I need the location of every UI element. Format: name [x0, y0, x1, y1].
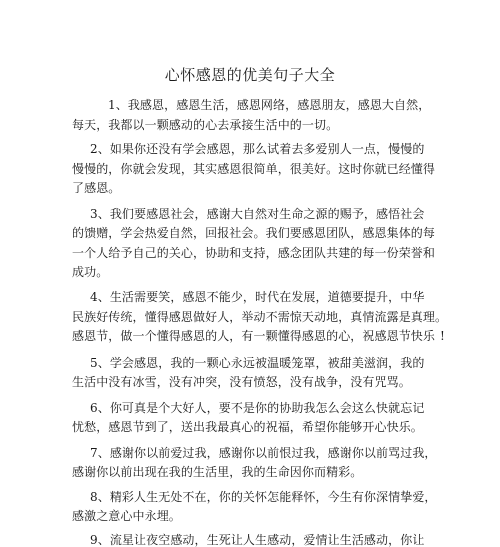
paragraph-line: 9、流星让夜空感动，生死让人生感动，爱情让生活感动，你让 [90, 533, 425, 547]
paragraph-line: 3、我们要感恩社会，感谢大自然对生命之源的赐予，感悟社会 [90, 207, 425, 221]
paragraph-line: 7、感谢你以前爱过我，感谢你以前恨过我，感谢你以前骂过我， [90, 446, 437, 460]
paragraph-line: 的馈赠，学会热爱自然，回报社会。我们要感恩团队，感恩集体的每 [72, 226, 436, 240]
paragraph-line: 民族好传统，懂得感恩做好人，举动不需惊天动地，真情流露是真理。 [72, 310, 448, 324]
paragraph-line: 感恩节，做一个懂得感恩的人，有一颗懂得感恩的心，祝感恩节快乐 [72, 329, 436, 343]
paragraph-line: 1、我感恩，感恩生活，感恩网络，感恩朋友，感恩大自然， [108, 98, 431, 112]
trailing-mark: ! [440, 329, 445, 343]
paragraph-line: 2、如果你还没有学会感恩，那么试着去多爱别人一点，慢慢的 [90, 142, 425, 156]
paragraph-line: 6、你可真是个大好人，要不是你的协助我怎么会这么快就忘记 [90, 401, 425, 415]
document-title: 心怀感恩的优美句子大全 [164, 66, 336, 84]
paragraph-line: 一个人给予自己的关心，协助和支持，感念团队共建的每一份荣誉和 [72, 246, 436, 260]
paragraph-line: 生活中没有冰雪，没有冲突，没有愤怒，没有战争，没有咒骂。 [72, 375, 411, 389]
paragraph-line: 每天，我都以一颗感动的心去承接生活中的一切。 [72, 118, 339, 132]
paragraph-line: 成功。 [72, 265, 109, 279]
paragraph-line: 8、精彩人生无处不在，你的关怀怎能释怀，今生有你深情挚爱， [90, 490, 437, 504]
paragraph-line: 4、生活需要笑，感恩不能少，时代在发展，道德要提升，中华 [90, 290, 425, 304]
paragraph-line: 感激之意心中永埋。 [72, 509, 181, 523]
paragraph-line: 慢慢的，你就会发现，其实感恩很简单，很美好。这时你就已经懂得 [72, 162, 436, 176]
paragraph-line: 了感恩。 [72, 181, 121, 195]
paragraph-line: 感谢你以前出现在我的生活里，我的生命因你而精彩。 [72, 465, 363, 479]
paragraph-line: 5、学会感恩，我的一颗心永远被温暖笼罩，被甜美滋润，我的 [90, 356, 425, 370]
paragraph-line: 忧愁，感恩节到了，送出我最真心的祝福，希望你能够开心快乐。 [72, 420, 423, 434]
